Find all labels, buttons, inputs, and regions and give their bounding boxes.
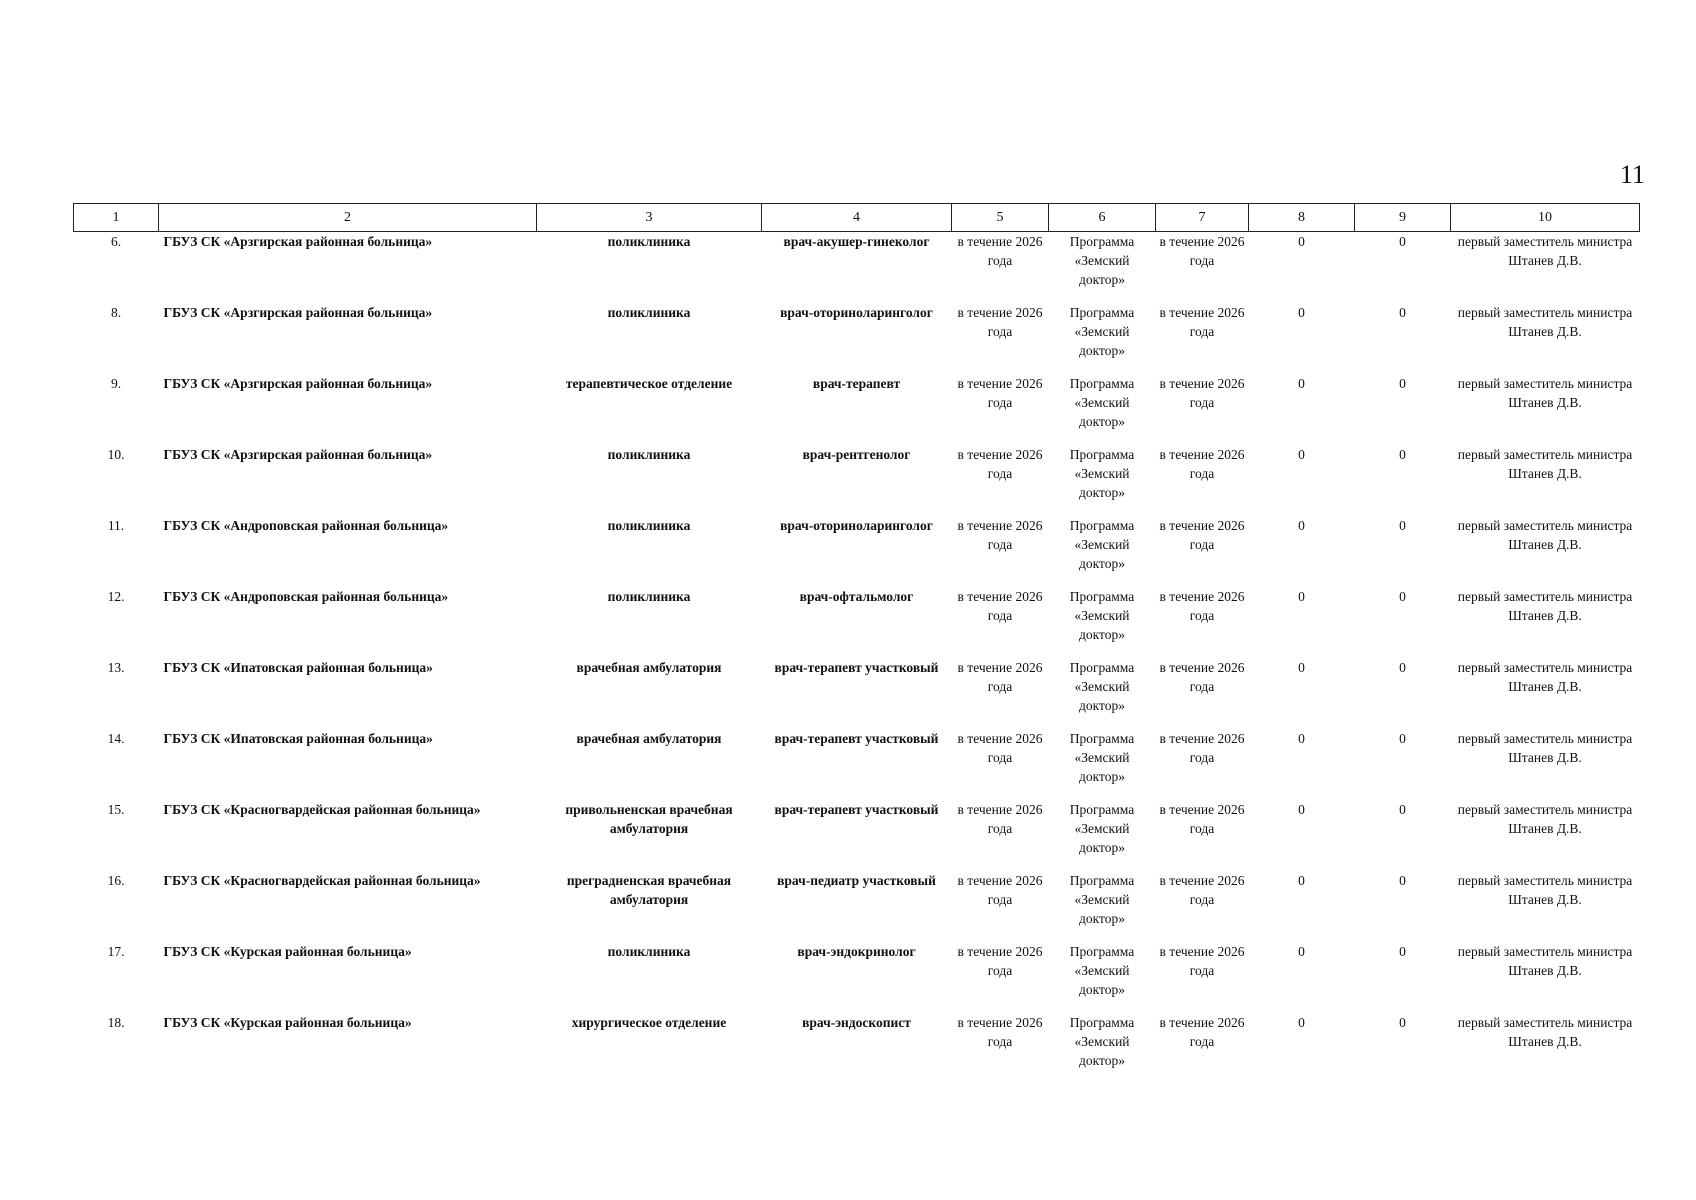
column-header: 3 bbox=[537, 204, 762, 232]
value-col-9: 0 bbox=[1399, 730, 1406, 746]
column-header: 5 bbox=[952, 204, 1049, 232]
organization-name: ГБУЗ СК «Арзгирская районная больница» bbox=[163, 304, 433, 320]
period-text-2: в течение 2026 года bbox=[1159, 446, 1245, 481]
position-name: врач-терапевт участковый bbox=[774, 801, 939, 817]
value-col-8: 0 bbox=[1298, 375, 1305, 391]
department-name: поликлиника bbox=[607, 234, 691, 249]
row-number: 8. bbox=[110, 304, 122, 320]
column-header: 10 bbox=[1451, 204, 1640, 232]
organization-name: ГБУЗ СК «Курская районная больница» bbox=[163, 943, 412, 959]
position-name: врач-офтальмолог bbox=[799, 588, 914, 604]
staffing-table bbox=[73, 203, 1640, 1084]
row-number: 17. bbox=[107, 943, 125, 959]
position-name: врач-терапевт bbox=[812, 375, 901, 391]
row-number: 15. bbox=[107, 801, 125, 817]
value-col-8: 0 bbox=[1298, 730, 1305, 746]
table-row bbox=[74, 1013, 1640, 1084]
organization-name: ГБУЗ СК «Андроповская районная больница» bbox=[163, 588, 449, 604]
value-col-9: 0 bbox=[1399, 234, 1406, 249]
department-name: хирургическое отделение bbox=[571, 1014, 727, 1030]
column-header: 4 bbox=[762, 204, 952, 232]
value-col-8: 0 bbox=[1298, 872, 1305, 888]
program-name: Программа «Земский доктор» bbox=[1069, 730, 1135, 784]
value-col-8: 0 bbox=[1298, 801, 1305, 817]
program-name: Программа «Земский доктор» bbox=[1069, 588, 1135, 642]
table-row bbox=[74, 942, 1640, 1013]
position-name: врач-терапевт участковый bbox=[774, 730, 939, 746]
program-name: Программа «Земский доктор» bbox=[1069, 446, 1135, 500]
value-col-8: 0 bbox=[1298, 304, 1305, 320]
value-col-9: 0 bbox=[1399, 1014, 1406, 1030]
organization-name: ГБУЗ СК «Арзгирская районная больница» bbox=[163, 446, 433, 462]
row-number: 9. bbox=[110, 375, 122, 391]
period-text: в течение 2026 года bbox=[957, 801, 1043, 836]
table-row bbox=[74, 232, 1640, 303]
page-number: 11 bbox=[1620, 160, 1646, 189]
period-text: в течение 2026 года bbox=[957, 659, 1043, 694]
organization-name: ГБУЗ СК «Арзгирская районная больница» bbox=[163, 375, 433, 391]
responsible-person: первый заместитель министра Штанев Д.В. bbox=[1457, 1014, 1633, 1049]
column-number-row bbox=[74, 204, 1640, 232]
period-text-2: в течение 2026 года bbox=[1159, 234, 1245, 268]
period-text: в течение 2026 года bbox=[957, 1014, 1043, 1049]
program-name: Программа «Земский доктор» bbox=[1069, 375, 1135, 429]
position-name: врач-терапевт участковый bbox=[774, 659, 939, 675]
program-name: Программа «Земский доктор» bbox=[1069, 943, 1135, 997]
row-number: 11. bbox=[107, 517, 125, 533]
program-name: Программа «Земский доктор» bbox=[1069, 659, 1135, 713]
period-text: в течение 2026 года bbox=[957, 375, 1043, 410]
organization-name: ГБУЗ СК «Красногвардейская районная больница» bbox=[163, 872, 481, 888]
department-name: поликлиника bbox=[607, 446, 691, 462]
organization-name: ГБУЗ СК «Арзгирская районная больница» bbox=[163, 234, 433, 249]
column-header: 7 bbox=[1156, 204, 1249, 232]
period-text: в течение 2026 года bbox=[957, 872, 1043, 907]
period-text-2: в течение 2026 года bbox=[1159, 1014, 1245, 1049]
value-col-8: 0 bbox=[1298, 588, 1305, 604]
table-row bbox=[74, 374, 1640, 445]
position-name: врач-оториноларинголог bbox=[780, 517, 933, 533]
row-number: 12. bbox=[107, 588, 125, 604]
table-row bbox=[74, 658, 1640, 729]
department-name: поликлиника bbox=[607, 517, 691, 533]
value-col-9: 0 bbox=[1399, 872, 1406, 888]
department-name: врачебная амбулатория bbox=[576, 730, 722, 746]
position-name: врач-эндоскопист bbox=[802, 1014, 911, 1030]
period-text-2: в течение 2026 года bbox=[1159, 659, 1245, 694]
department-name: преградненская врачебная амбулатория bbox=[566, 872, 732, 907]
responsible-person: первый заместитель министра Штанев Д.В. bbox=[1457, 943, 1633, 978]
column-header: 6 bbox=[1049, 204, 1156, 232]
period-text: в течение 2026 года bbox=[957, 943, 1043, 978]
department-name: поликлиника bbox=[607, 304, 691, 320]
value-col-9: 0 bbox=[1399, 517, 1406, 533]
responsible-person: первый заместитель министра Штанев Д.В. bbox=[1457, 517, 1633, 552]
program-name: Программа «Земский доктор» bbox=[1069, 517, 1135, 571]
program-name: Программа «Земский доктор» bbox=[1069, 872, 1135, 926]
period-text-2: в течение 2026 года bbox=[1159, 517, 1245, 552]
value-col-8: 0 bbox=[1298, 943, 1305, 959]
responsible-person: первый заместитель министра Штанев Д.В. bbox=[1457, 234, 1633, 268]
value-col-8: 0 bbox=[1298, 446, 1305, 462]
value-col-9: 0 bbox=[1399, 943, 1406, 959]
program-name: Программа «Земский доктор» bbox=[1069, 801, 1135, 855]
value-col-8: 0 bbox=[1298, 659, 1305, 675]
organization-name: ГБУЗ СК «Красногвардейская районная больница» bbox=[163, 801, 481, 817]
table-row bbox=[74, 516, 1640, 587]
department-name: поликлиника bbox=[607, 588, 691, 604]
position-name: врач-эндокринолог bbox=[797, 943, 916, 959]
period-text-2: в течение 2026 года bbox=[1159, 588, 1245, 623]
period-text: в течение 2026 года bbox=[957, 588, 1043, 623]
department-name: поликлиника bbox=[607, 943, 691, 959]
column-header: 8 bbox=[1249, 204, 1355, 232]
value-col-8: 0 bbox=[1298, 1014, 1305, 1030]
value-col-8: 0 bbox=[1298, 234, 1305, 249]
row-number: 10. bbox=[107, 446, 125, 462]
responsible-person: первый заместитель министра Штанев Д.В. bbox=[1457, 304, 1633, 339]
table-row bbox=[74, 800, 1640, 871]
row-number: 13. bbox=[107, 659, 125, 675]
responsible-person: первый заместитель министра Штанев Д.В. bbox=[1457, 588, 1633, 623]
department-name: привольненская врачебная амбулатория bbox=[565, 801, 733, 836]
row-number: 6. bbox=[110, 234, 122, 249]
table-row bbox=[74, 729, 1640, 800]
responsible-person: первый заместитель министра Штанев Д.В. bbox=[1457, 659, 1633, 694]
value-col-9: 0 bbox=[1399, 375, 1406, 391]
organization-name: ГБУЗ СК «Андроповская районная больница» bbox=[163, 517, 449, 533]
department-name: врачебная амбулатория bbox=[576, 659, 722, 675]
period-text: в течение 2026 года bbox=[957, 234, 1043, 268]
responsible-person: первый заместитель министра Штанев Д.В. bbox=[1457, 446, 1633, 481]
row-number: 14. bbox=[107, 730, 125, 746]
column-header: 1 bbox=[74, 204, 159, 232]
row-number: 18. bbox=[107, 1014, 125, 1030]
program-name: Программа «Земский доктор» bbox=[1069, 1014, 1135, 1068]
responsible-person: первый заместитель министра Штанев Д.В. bbox=[1457, 801, 1633, 836]
table-row bbox=[74, 303, 1640, 374]
position-name: врач-рентгенолог bbox=[802, 446, 911, 462]
period-text-2: в течение 2026 года bbox=[1159, 375, 1245, 410]
period-text: в течение 2026 года bbox=[957, 446, 1043, 481]
period-text-2: в течение 2026 года bbox=[1159, 304, 1245, 339]
value-col-9: 0 bbox=[1399, 588, 1406, 604]
period-text-2: в течение 2026 года bbox=[1159, 801, 1245, 836]
responsible-person: первый заместитель министра Штанев Д.В. bbox=[1457, 730, 1633, 765]
value-col-8: 0 bbox=[1298, 517, 1305, 533]
program-name: Программа «Земский доктор» bbox=[1069, 234, 1135, 287]
position-name: врач-педиатр участковый bbox=[777, 872, 936, 888]
responsible-person: первый заместитель министра Штанев Д.В. bbox=[1457, 872, 1633, 907]
value-col-9: 0 bbox=[1399, 801, 1406, 817]
period-text-2: в течение 2026 года bbox=[1159, 872, 1245, 907]
position-name: врач-акушер-гинеколог bbox=[783, 234, 930, 249]
column-header: 9 bbox=[1355, 204, 1451, 232]
period-text: в течение 2026 года bbox=[957, 730, 1043, 765]
responsible-person: первый заместитель министра Штанев Д.В. bbox=[1457, 375, 1633, 410]
value-col-9: 0 bbox=[1399, 446, 1406, 462]
period-text-2: в течение 2026 года bbox=[1159, 943, 1245, 978]
column-header: 2 bbox=[159, 204, 537, 232]
program-name: Программа «Земский доктор» bbox=[1069, 304, 1135, 358]
value-col-9: 0 bbox=[1399, 659, 1406, 675]
table-body bbox=[74, 232, 1640, 1084]
table-row bbox=[74, 587, 1640, 658]
organization-name: ГБУЗ СК «Ипатовская районная больница» bbox=[163, 659, 433, 675]
period-text-2: в течение 2026 года bbox=[1159, 730, 1245, 765]
position-name: врач-оториноларинголог bbox=[780, 304, 933, 320]
period-text: в течение 2026 года bbox=[957, 304, 1043, 339]
row-number: 16. bbox=[107, 872, 125, 888]
table-row bbox=[74, 445, 1640, 516]
table-row bbox=[74, 871, 1640, 942]
department-name: терапевтическое отделение bbox=[565, 375, 733, 391]
organization-name: ГБУЗ СК «Ипатовская районная больница» bbox=[163, 730, 433, 746]
period-text: в течение 2026 года bbox=[957, 517, 1043, 552]
organization-name: ГБУЗ СК «Курская районная больница» bbox=[163, 1014, 412, 1030]
value-col-9: 0 bbox=[1399, 304, 1406, 320]
